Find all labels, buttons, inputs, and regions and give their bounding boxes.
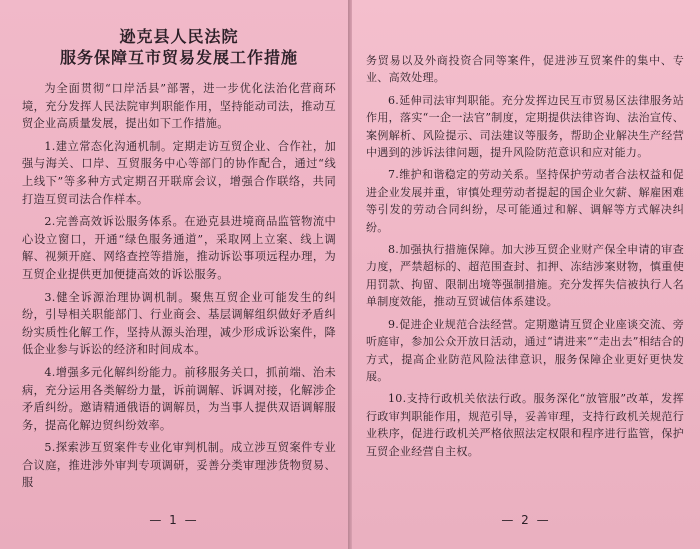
page-right [352,0,700,549]
intro-paragraph: 为全面贯彻“口岸活县”部署，进一步优化法治化营商环境，充分发挥人民法院审判职能作用，坚持能动司法，推动互贸企业高质量发展，提出如下工作措施。 [22,82,336,131]
page-number-left: — 1 — [149,513,199,527]
measure-item-2: 2.完善高效诉讼服务体系。在逊克县进境商品监管物流中心设立窗口，开通“绿色服务通道”，采取网上立案、线上调解、视频开庭、网络查控等措施，推动诉讼事项远程办理，为互贸企业提供更加便捷高效的诉讼服务。 [22,215,336,281]
page-left [0,0,348,549]
page-number-right: — 2 — [501,513,551,527]
document-title [22,26,336,68]
measure-item-5-continuation: 务贸易以及外商投资合同等案件，促进涉互贸案件的集中、专业、高效处理。 [366,54,684,85]
measure-item-4: 4.增强多元化解纠纷能力。前移服务关口，抓前端、治未病，充分运用各类解纷力量，诉前调解、诉调对接，化解涉企矛盾纠纷。邀请精通俄语的调解员，为当事人提供双语调解服务，提高化解边贸纠纷效率。 [22,365,336,432]
measure-item-7: 7.维护和谐稳定的劳动关系。坚持保护劳动者合法权益和促进企业发展并重，审慎处理劳动者提起的国企业欠薪、解雇困难等引发的劳动合同纠纷，尽可能通过和解、调解等方式解决纠纷。 [366,168,684,234]
measure-item-9: 9.促进企业规范合法经营。定期邀请互贸企业座谈交流、旁听庭审，参加公众开放日活动，通过“请进来”“走出去”相结合的方式，提高企业防范风险法律意识，服务保障企业更好更快发展。 [366,317,684,383]
measure-item-10: 10.支持行政机关依法行政。服务深化“放管服”改革，发挥行政审判职能作用，规范引导，妥善审理，支持行政机关规范行业秩序，促进行政机关严格依照法定权限和程序进行监管，保护互贸企业经营自主权。 [366,392,684,458]
title-line-court: 逊克县人民法院 [119,27,239,46]
measure-item-1: 1.建立常态化沟通机制。定期走访互贸企业、合作社，加强与海关、口岸、互贸服务中心等部门的协作配合，通过“线上线下”等多种方式定期召开联席会议，增强合作联络，共同打造互贸司法合作样本。 [22,139,336,206]
measure-item-5: 5.探索涉互贸案件专业化审判机制。成立涉互贸案件专业合议庭，推进涉外审判专项调研，妥善分类审理涉货物贸易、服 [22,441,336,490]
measure-item-6: 6.延伸司法审判职能。充分发挥边民互市贸易区法律服务站作用，落实“一企一法官”制度，定期提供法律咨询、法治宣传、案例解析、风险提示、司法建议等服务，帮助企业解决生产经营中遇到的涉诉法律问题，提升风险防范意识和应对能力。 [366,93,684,160]
measure-item-8: 8.加强执行措施保障。加大涉互贸企业财产保全申请的审查力度，严禁超标的、超范围查封、扣押、冻结涉案财物，慎重使用罚款、拘留、限制出境等强制措施。充分发挥失信被执行人名单制度效能，推动互贸诚信体系建设。 [366,243,684,309]
measure-item-3: 3.健全诉源治理协调机制。聚焦互贸企业可能发生的纠纷，引导相关职能部门、行业商会、基层调解组织做好矛盾纠纷实质性化解工作，坚持从源头治理，减少形成诉讼案件，降低企业参与诉讼的经济和时间成本。 [22,290,336,357]
title-line-measures: 服务保障互市贸易发展工作措施 [59,48,298,67]
